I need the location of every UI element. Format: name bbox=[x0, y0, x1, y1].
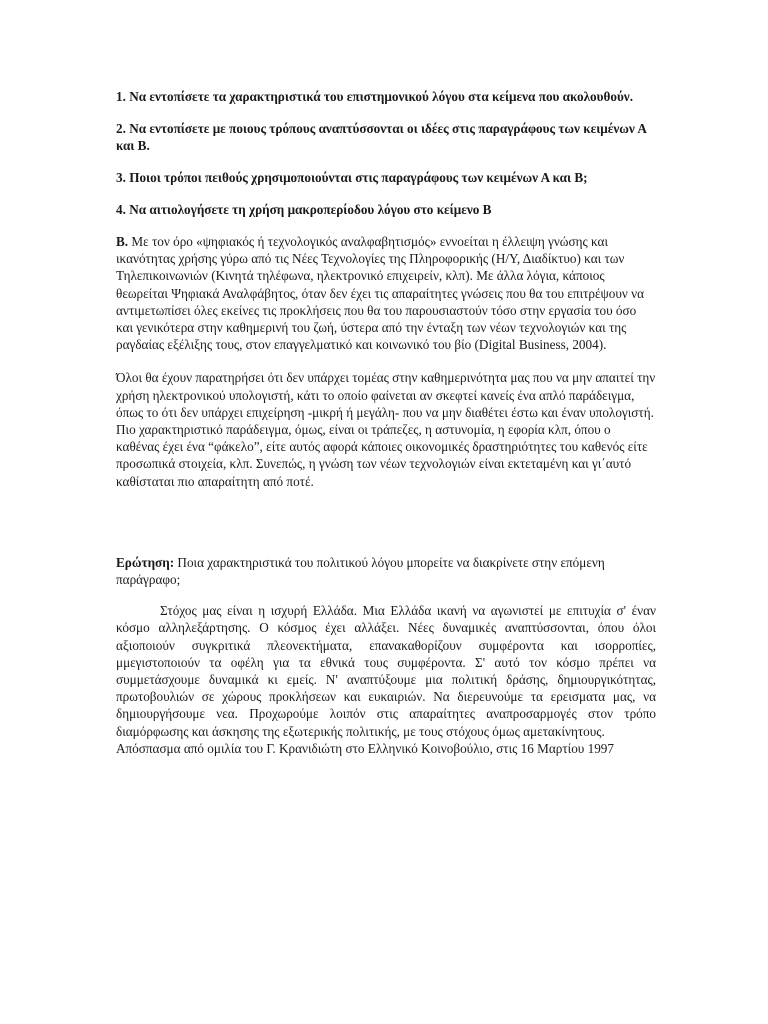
document-body bbox=[116, 88, 656, 757]
question-text: Ποια χαρακτηριστικά του πολιτικού λόγου μπορείτε να διακρίνετε στην επόμενη παράγραφο; bbox=[116, 554, 605, 588]
political-speech-question bbox=[116, 554, 656, 757]
speech-source: Απόσπασμα από ομιλία του Γ. Κρανιδιώτη στο Ελληνικό Κοινοβούλιο, στις 16 Μαρτίου 1997 bbox=[116, 740, 614, 756]
text-b-paragraph-2: Όλοι θα έχουν παρατηρήσει ότι δεν υπάρχει τομέας στην καθημερινότητα μας που να μην απαιτεί την χρήση ηλεκτρονικού υπολογιστή, κάτι το οποίο φαίνεται αν σκεφτεί κανείς ένα απλό παράδειγμα, όπως το ότι δεν υπάρχει επιχείρηση -μικρή ή μεγάλη- που να μην διαθέτει έστω και έναν υπολογιστή. Πιο χαρακτηριστικό παράδειγμα, όμως, είναι οι τράπεζες, η αστυνομία, η εφορία κλπ, όπου ο καθένας έχει ένα “φάκελο”, είτε αυτός αφορά κάποιες οικονομικές δραστηριότητες του καθενός είτε προσωπικά στοιχεία, κλπ. Συνεπώς, η γνώση των νέων τεχνολογιών είναι εκτεταμένη και γι΄αυτό καθίσταται πιο απαραίτητη από ποτέ. bbox=[116, 370, 656, 489]
question-label: Ερώτηση: bbox=[116, 554, 175, 570]
speech-excerpt: Στόχος μας είναι η ισχυρή Ελλάδα. Μια Ελλάδα ικανή να αγωνιστεί με επιτυχία σ' έναν κόσμο αλληλεξάρτησης. Ο κόσμος έχει αλλάξει. Νέες δυναμικές αναπτύσσονται, όπου όλοι αξιοποιούν συγκριτικά πλεονεκτήματα, επανακαθορίζουν συμφέροντα και ισορροπίες, μμεγιστοποιούν τα οφέλη για τα εθνικά τους συμφέροντα. Σ' αυτό τον κόσμο πρέπει να συμμετάσχουμε δυναμικά κι εμείς. Ν' αναπτύξουμε μια πολιτική δράσης, δημιουργικότητας, πρωτοβουλιών σε χώρους προκλήσεων και ευκαιριών. Να διερευνούμε τα ερεισματα μας, να δημιουργήσουμε νεα. Προχωρούμε λοιπόν στις απαραίτητες αναπροσαρμογές στον τρόπο διαμόρφωσης και άσκησης της εξωτερικής πολιτικής, με τους στόχους όμως αμετακίνητους. bbox=[116, 603, 656, 739]
text-b-label: Β. bbox=[116, 234, 129, 249]
text-b-paragraph-1 bbox=[116, 233, 656, 353]
question-1: 1. Να εντοπίσετε τα χαρακτηριστικά του επιστημονικού λόγου στα κείμενα που ακολουθούν. bbox=[116, 89, 633, 104]
question-2: 2. Να εντοπίσετε με ποιους τρόπους αναπτύσσονται οι ιδέες στις παραγράφους των κειμένων Α και Β. bbox=[116, 121, 647, 153]
text-b-paragraph-1-body: Με τον όρο «ψηφιακός ή τεχνολογικός αναλφαβητισμός» εννοείται η έλλειψη γνώσης και ικανότητας χρήσης γύρω από τις Νέες Τεχνολογίες της Πληροφορικής (Η/Υ, Διαδίκτυο) και των Τηλεπικοινωνιών (Κινητά τηλέφωνα, ηλεκτρονικό επιχειρείν, κλπ). Με άλλα λόγια, κάποιος θεωρείται Ψηφιακά Αναλφάβητος, όταν δεν έχει τις απαραίτητες γνώσεις που θα του επιτρέψουν να αντιμετωπίσει όλες εκείνες τις προκλήσεις που θα του παρουσιαστούν τόσο στην εργασία του όσο και γενικότερα στην καθημερινή του ζωή, ύστερα από την ένταξη των νέων τεχνολογιών και της ραγδαίας εξέλιξης τους, στον επαγγελματικό και κοινωνικό του βίο (Digital Business, 2004). bbox=[116, 234, 645, 353]
question-4: 4. Να αιτιολογήσετε τη χρήση μακροπερίοδου λόγου στο κείμενο Β bbox=[116, 202, 492, 217]
question-3: 3. Ποιοι τρόποι πειθούς χρησιμοποιούνται στις παραγράφους των κειμένων Α και Β; bbox=[116, 170, 588, 185]
question-prompt bbox=[116, 554, 656, 588]
